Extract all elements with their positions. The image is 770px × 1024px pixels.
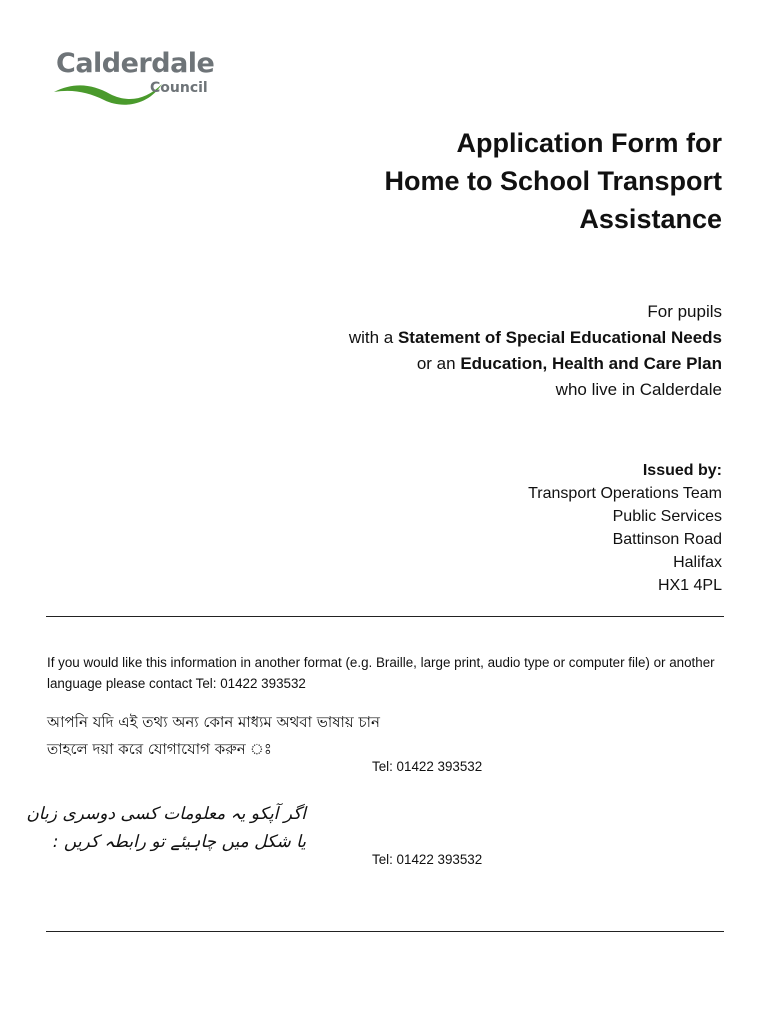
audience-block [162, 299, 722, 403]
page-title [202, 124, 722, 238]
bengali-line: তাহলে দয়া করে যোগাযোগ করুন ঃ [47, 740, 272, 758]
title-line: Application Form for [456, 128, 722, 158]
title-line: Assistance [579, 204, 722, 234]
urdu-telephone: Tel: 01422 393532 [372, 852, 483, 867]
address-line: Transport Operations Team [528, 485, 722, 502]
audience-line: who live in Calderdale [555, 380, 722, 399]
issued-by-label: Issued by: [642, 462, 722, 479]
logo-swoosh-icon [52, 76, 164, 106]
address-line: HX1 4PL [657, 577, 722, 594]
audience-line [162, 325, 722, 351]
urdu-notice [26, 800, 306, 856]
issued-by-block [322, 459, 722, 597]
bengali-line: আপনি যদি এই তথ্য অন্য কোন মাধ্যম অথবা ভাষায় চান [47, 713, 380, 731]
urdu-line: اگر آپکو یہ معلومات کسی دوسری زبان [26, 804, 306, 824]
bengali-telephone: Tel: 01422 393532 [372, 759, 483, 774]
logo-sub: Council [150, 80, 208, 96]
audience-line [162, 351, 722, 377]
divider [46, 931, 724, 932]
audience-line: For pupils [647, 302, 722, 321]
logo-name: Calderdale [56, 48, 215, 79]
address-line: Public Services [612, 508, 722, 525]
bengali-notice [47, 709, 380, 763]
divider [46, 616, 724, 617]
audience-prefix: or an [416, 354, 461, 373]
calderdale-council-logo [52, 46, 222, 106]
urdu-line: یا شکل میں چاہیئے تو رابطہ کریں : [52, 832, 306, 852]
alternative-format-notice: If you would like this information in another format (e.g. Braille, large print, audio type or computer file) or another language please contact Tel: 01422 393532 [47, 655, 715, 691]
address-line: Battinson Road [612, 531, 722, 548]
address-line: Halifax [673, 554, 722, 571]
audience-bold: Education, Health and Care Plan [460, 354, 722, 373]
audience-bold: Statement of Special Educational Needs [397, 328, 722, 347]
title-line: Home to School Transport [384, 166, 722, 196]
audience-prefix: with a [348, 328, 398, 347]
